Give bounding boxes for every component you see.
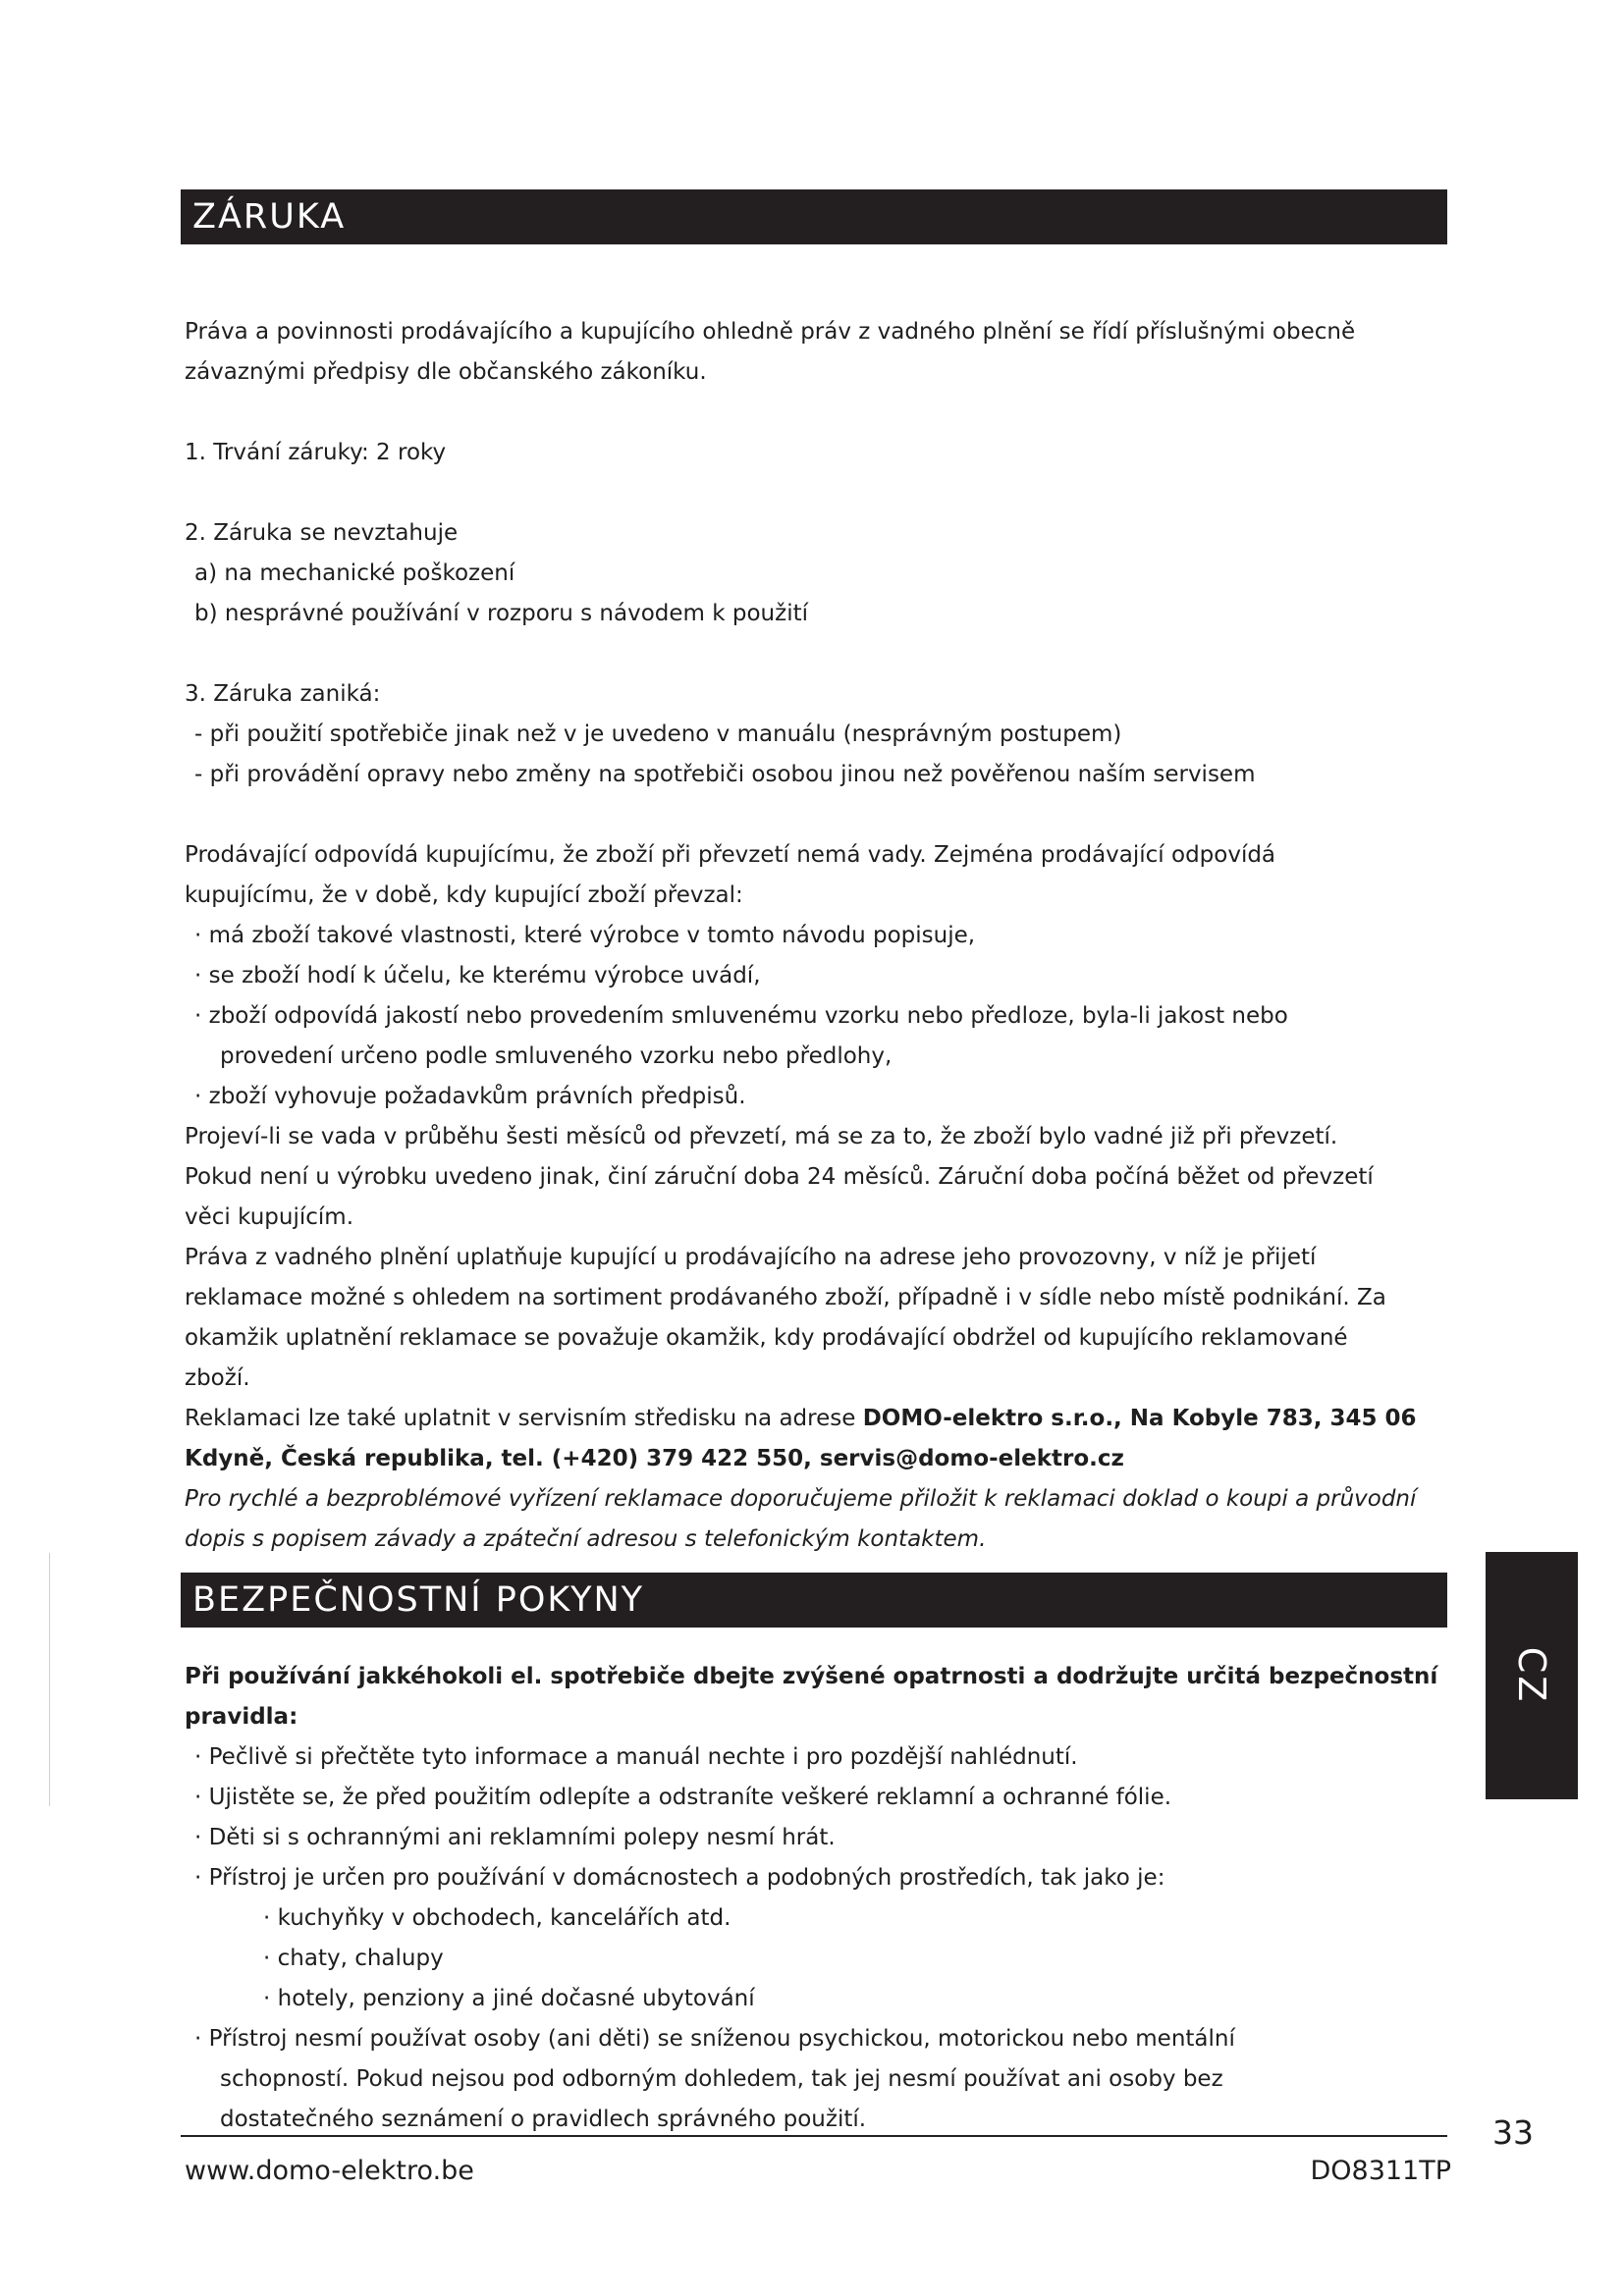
intro-line: závaznými předpisy dle občanského zákoníku.	[185, 359, 707, 385]
expiry-item: - při použití spotřebiče jinak než v je uvedeno v manuálu (nesprávným postupem)	[194, 721, 1122, 747]
safety-bullet-cont: schopností. Pokud nejsou pod odborným dohledem, tak jej nesmí používat ani osoby bez	[220, 2066, 1223, 2092]
safety-sub-bullet: · chaty, chalupy	[263, 1946, 444, 1971]
recommendation: Pro rychlé a bezproblémové vyřízení reklamace doporučujeme přiložit k reklamaci doklad o koupi a průvodní	[185, 1486, 1417, 1512]
service-text: Reklamaci lze také uplatnit v servisním středisku na adrese	[185, 1406, 863, 1431]
service-contact: Kdyně, Česká republika, tel. (+420) 379 422 550, servis@domo-elektro.cz	[185, 1446, 1124, 1471]
seller-text: Prodávající odpovídá kupujícímu, že zboží při převzetí nemá vady. Zejména prodávající odpovídá	[185, 842, 1276, 868]
exclusion-title: 2. Záruka se nevztahuje	[185, 520, 459, 546]
warranty-section	[185, 312, 1461, 1560]
language-tab-label: CZ	[1510, 1646, 1553, 1705]
safety-lead: pravidla:	[185, 1704, 298, 1730]
safety-sub-bullet: · kuchyňky v obchodech, kancelářích atd.	[263, 1905, 731, 1931]
footer-website: www.domo-elektro.be	[185, 2156, 474, 2186]
safety-section	[185, 1657, 1461, 2140]
expiry-title: 3. Záruka zaniká:	[185, 681, 381, 707]
safety-bullet-cont: dostatečného seznámení o pravidlech správného použití.	[220, 2107, 867, 2132]
service-address: DOMO-elektro s.r.o., Na Kobyle 783, 345 06	[862, 1406, 1417, 1431]
paragraph-line: věci kupujícím.	[185, 1204, 354, 1230]
paragraph-line: reklamace možné s ohledem na sortiment prodávaného zboží, případně i v sídle nebo místě podnikání. Za	[185, 1285, 1386, 1310]
page-number: 33	[1492, 2113, 1534, 2152]
section-title-zaruka: ZÁRUKA	[181, 189, 1447, 244]
margin-rule	[49, 1553, 50, 1806]
footer-model: DO8311TP	[1310, 2156, 1451, 2186]
safety-sub-bullet: · hotely, penziony a jiné dočasné ubytování	[263, 1986, 755, 2011]
paragraph-line: Projeví-li se vada v průběhu šesti měsíců od převzetí, má se za to, že zboží bylo vadné již při převzetí.	[185, 1124, 1338, 1149]
safety-bullet: · Pečlivě si přečtěte tyto informace a manuál nechte i pro pozdější nahlédnutí.	[194, 1744, 1078, 1770]
expiry-item: - při provádění opravy nebo změny na spotřebiči osobou jinou než pověřenou naším servisem	[194, 762, 1256, 787]
safety-bullet: · Děti si s ochrannými ani reklamními polepy nesmí hrát.	[194, 1825, 836, 1850]
recommendation: dopis s popisem závady a zpáteční adresou s telefonickým kontaktem.	[185, 1526, 987, 1552]
seller-bullet: · se zboží hodí k účelu, ke kterému výrobce uvádí,	[194, 963, 761, 988]
section-title-safety: BEZPEČNOSTNÍ POKYNY	[181, 1573, 1447, 1628]
exclusion-b: b) nesprávné používání v rozporu s návodem k použití	[194, 601, 808, 626]
paragraph-line: Pokud není u výrobku uvedeno jinak, činí záruční doba 24 měsíců. Záruční doba počíná běžet od převzetí	[185, 1164, 1374, 1190]
seller-bullet: · má zboží takové vlastnosti, které výrobce v tomto návodu popisuje,	[194, 923, 976, 948]
seller-bullet: · zboží vyhovuje požadavkům právních předpisů.	[194, 1084, 746, 1109]
paragraph-line: zboží.	[185, 1365, 250, 1391]
safety-lead: Při používání jakkéhokoli el. spotřebiče dbejte zvýšené opatrnosti a dodržujte určitá bezpečnostní	[185, 1664, 1438, 1689]
footer-divider	[181, 2135, 1447, 2137]
exclusion-a: a) na mechanické poškození	[194, 561, 515, 586]
seller-bullet-cont: provedení určeno podle smluveného vzorku nebo předlohy,	[220, 1043, 893, 1069]
safety-bullet: · Ujistěte se, že před použitím odlepíte a odstraníte veškeré reklamní a ochranné fólie.	[194, 1785, 1172, 1810]
seller-text: kupujícímu, že v době, kdy kupující zboží převzal:	[185, 882, 743, 908]
safety-bullet: · Přístroj nesmí používat osoby (ani děti) se sníženou psychickou, motorickou nebo mentální	[194, 2026, 1235, 2052]
language-tab	[1486, 1552, 1578, 1799]
service-line	[185, 1399, 1461, 1439]
intro-line: Práva a povinnosti prodávajícího a kupujícího ohledně práv z vadného plnění se řídí příslušnými obecně	[185, 319, 1356, 345]
paragraph-line: okamžik uplatnění reklamace se považuje okamžik, kdy prodávající obdržel od kupujícího reklamované	[185, 1325, 1348, 1351]
safety-bullet: · Přístroj je určen pro používání v domácnostech a podobných prostředích, tak jako je:	[194, 1865, 1165, 1891]
seller-bullet: · zboží odpovídá jakostí nebo provedením smluvenému vzorku nebo předloze, byla-li jakost nebo	[194, 1003, 1288, 1029]
warranty-duration: 1. Trvání záruky: 2 roky	[185, 440, 447, 465]
paragraph-line: Práva z vadného plnění uplatňuje kupující u prodávajícího na adrese jeho provozovny, v níž je přijetí	[185, 1245, 1317, 1270]
